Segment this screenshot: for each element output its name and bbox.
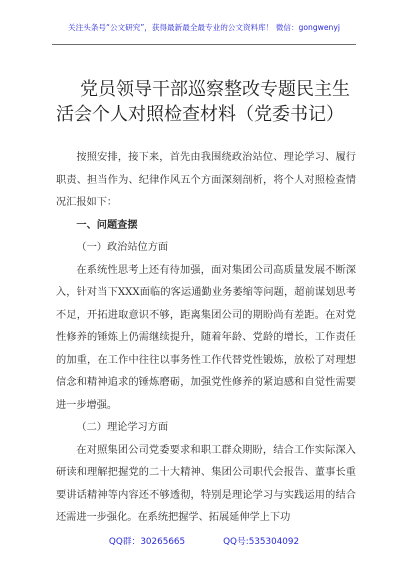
section-heading-problems: 一、问题查摆 bbox=[76, 219, 138, 231]
paragraph-political-stance: 在系统性思考上还有待加强，面对集团公司高质量发展不断深入，针对当下XXX面临的客运通勤业务萎缩等问题，超前谋划思考不足，开拓进取意识不够，距离集团公司的期盼尚有差距。在对党性修养的锤炼上仍需继续提升，随着年龄、党龄的增长，工作责任的加重，在工作中往往以事务性工作代替党性锻炼，放松了对理想信念和精神追求的锤炼磨砺，加强党性修养的紧迫感和自觉性需要进一步增强。 bbox=[56, 264, 356, 411]
footer-qq-number: QQ号:535304092 bbox=[223, 537, 300, 547]
document-title-line-2: 活会个人对照检查材料（党委书记） bbox=[56, 104, 344, 125]
document-body bbox=[56, 147, 356, 530]
subsection-heading-political-stance: （一）政治站位方面 bbox=[76, 242, 169, 253]
document-title-line-1: 党员领导干部巡察整改专题民主生 bbox=[80, 79, 350, 100]
footer-qq-group: QQ群：30265665 bbox=[108, 537, 186, 547]
header-divider bbox=[52, 44, 356, 45]
page-footer bbox=[0, 534, 408, 547]
paragraph-theory-study: 在对照集团公司党委要求和职工群众期盼，结合工作实际深入研读和理解把握党的二十大精神、集团公司职代会报告、董事长重要讲话精神等内容还不够透彻，特别是理论学习与实践运用的结合还需进一步强化。在系统把握学、拓展延伸学上下功 bbox=[56, 444, 356, 523]
document-title bbox=[56, 77, 362, 127]
subsection-heading-theory-study: （二）理论学习方面 bbox=[76, 422, 169, 433]
page-header-banner: 关注头条号“公文研究”，获得最新最全最专业的公文资料库！ 微信：gongwenyj bbox=[68, 23, 340, 32]
intro-paragraph: 按照安排，接下来，首先由我围绕政治站位、理论学习、履行职责、担当作为、纪律作风五个方面深刻剖析，将个人对照检查情况汇报如下： bbox=[56, 152, 356, 208]
